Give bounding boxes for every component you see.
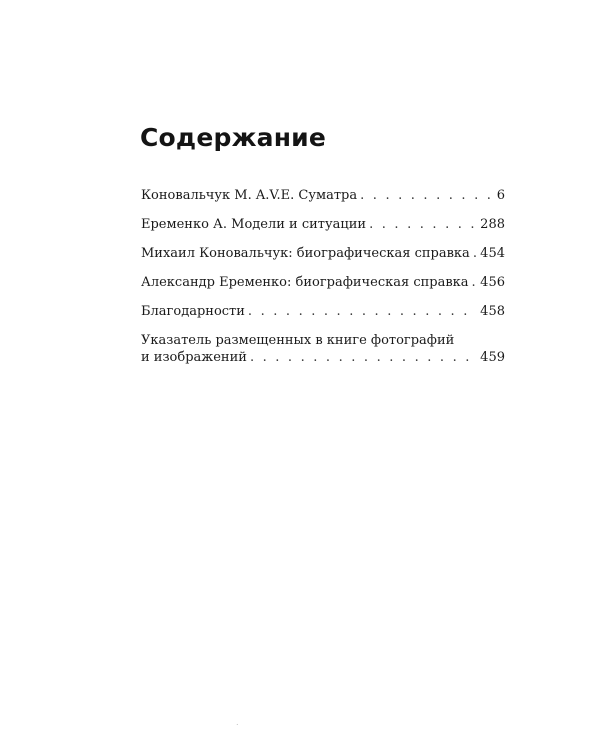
toc-entry-title: Коновальчук М. A.V.E. Суматра — [141, 188, 358, 203]
toc-entry — [141, 216, 505, 233]
toc-entry-title-continued: и изображений — [141, 350, 247, 365]
toc-entry-page: 458 — [480, 304, 505, 319]
dot-leader — [248, 303, 477, 320]
toc-entry-page: 456 — [480, 275, 505, 290]
toc-entry-page: 6 — [496, 188, 505, 203]
toc-entry-title: Михаил Коновальчук: биографическая справка — [141, 246, 470, 261]
table-of-contents — [141, 187, 505, 378]
dot-leader — [250, 349, 477, 366]
dot-leader — [473, 245, 477, 262]
toc-entry-title: Благодарности — [141, 304, 245, 319]
toc-entry — [141, 332, 505, 366]
toc-entry — [141, 187, 505, 204]
toc-entry-page: 454 — [480, 246, 505, 261]
toc-entry-page: 459 — [480, 350, 505, 365]
toc-entry — [141, 274, 505, 291]
page-title: Содержание — [140, 123, 327, 152]
dot-leader — [360, 187, 494, 204]
dot-leader — [369, 216, 477, 233]
toc-entry-title: Александр Еременко: биографическая справка — [141, 275, 469, 290]
dot-leader — [472, 274, 478, 291]
toc-entry-page: 288 — [480, 217, 505, 232]
toc-entry-title: Указатель размещенных в книге фотографий — [141, 333, 455, 348]
footer-mark: . — [236, 718, 239, 727]
toc-entry — [141, 245, 505, 262]
toc-entry-title: Еременко А. Модели и ситуации — [141, 217, 367, 232]
toc-entry — [141, 303, 505, 320]
